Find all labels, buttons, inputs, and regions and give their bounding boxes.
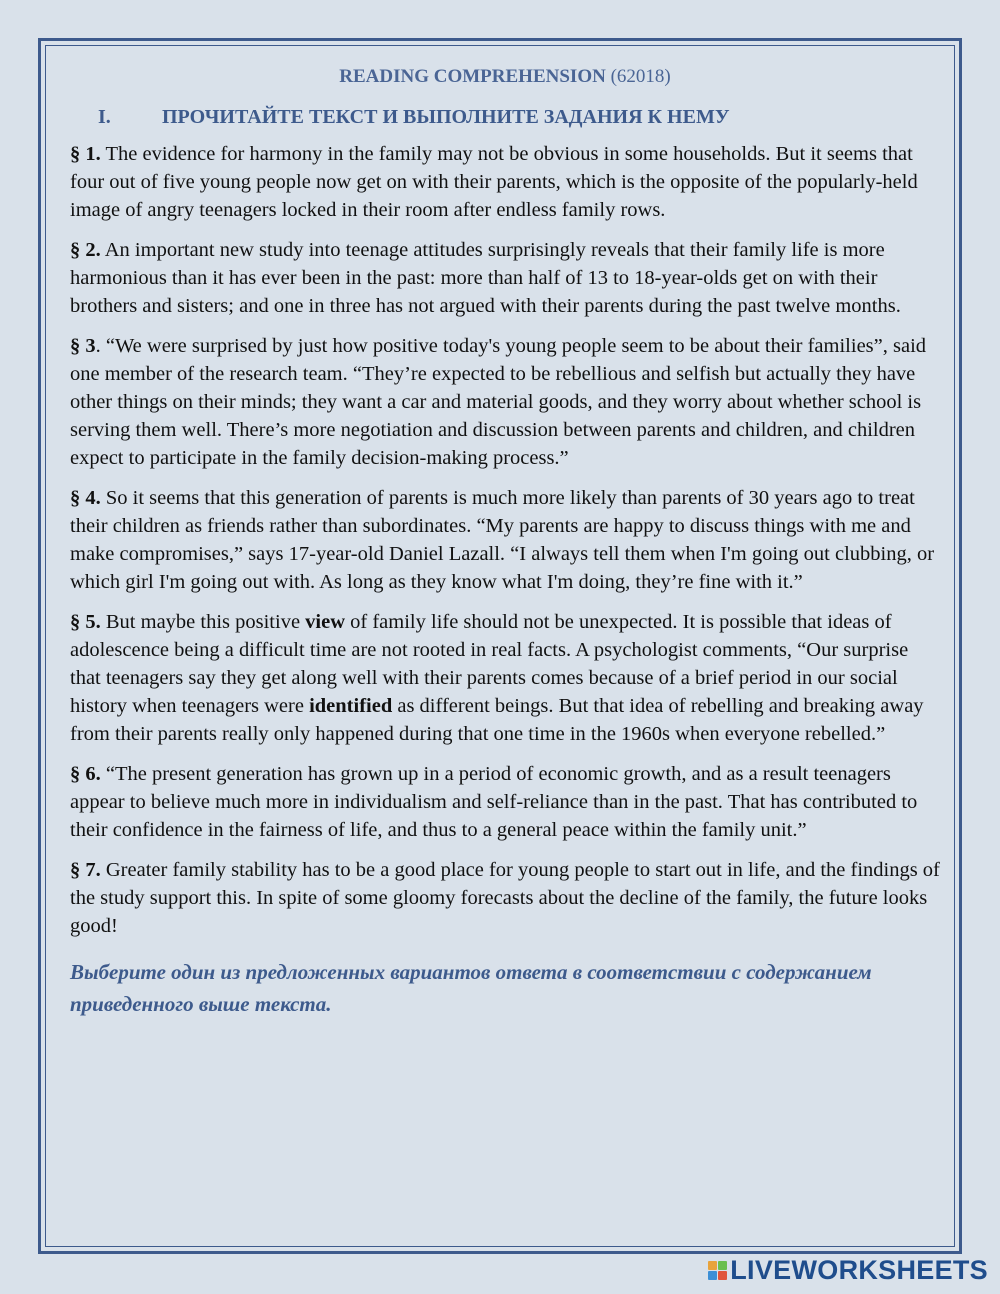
paragraph-mark: § 5. [70, 611, 101, 633]
logo-text: LIVEWORKSHEETS [730, 1255, 988, 1285]
paragraph-6 [70, 760, 940, 844]
paragraph-1 [70, 140, 940, 224]
paragraph-mark: § 1. [70, 143, 101, 165]
page-title [70, 64, 940, 90]
paragraph-text: “The present generation has grown up in a period of economic growth, and as a result teenagers appear to believe much more in individualism and self-reliance than in the past. That has contributed to their confidence in the fairness of life, and thus to a general peace within the family unit.” [70, 763, 918, 841]
paragraph-3 [70, 332, 940, 472]
paragraph-text: of family life should not be unexpected. It is possible that ideas of adolescence being a difficult time are not rooted in real facts. A psychologist comments, “Our surprise that teenagers say they get along well with their parents comes because of a brief period in our social history when teenagers were [70, 611, 909, 717]
paragraph-mark: § 7. [70, 859, 101, 881]
logo-badge-tile [708, 1261, 717, 1270]
paragraph-text: . “We were surprised by just how positive today's young people seem to be about their families”, said one member of the research team. “They’re expected to be rebellious and selfish but actually they have other things on their minds; they want a car and material goods, and they worry about whether school is serving them well. There’s more negotiation and discussion between parents and children, and children expect to participate in the family decision-making process.” [70, 335, 927, 469]
paragraph-text: So it seems that this generation of parents is much more likely than parents of 30 years ago to treat their children as friends rather than subordinates. “My parents are happy to discuss things with me and make compromises,” says 17-year-old Daniel Lazall. “I always tell them when I'm going out clubbing, or which girl I'm going out with. As long as they know what I'm doing, they’re fine with it.” [70, 487, 935, 593]
paragraph-mark: § 2. [70, 239, 101, 261]
paragraph-text: Greater family stability has to be a good place for young people to start out in life, and the findings of the study support this. In spite of some gloomy forecasts about the decline of the family, the future looks good! [70, 859, 940, 937]
section-title: ПРОЧИТАЙТЕ ТЕКСТ И ВЫПОЛНИТЕ ЗАДАНИЯ К НЕМУ [162, 106, 730, 128]
logo-badge-tile [718, 1261, 727, 1270]
paragraph-7 [70, 856, 940, 940]
paragraph-4 [70, 484, 940, 596]
page-title-code: (62018) [610, 66, 671, 87]
paragraph-mark: § 6. [70, 763, 101, 785]
logo-badge-icon [708, 1261, 727, 1280]
logo-badge-tile [718, 1271, 727, 1280]
highlighted-word-view: view [305, 611, 346, 633]
worksheet-content [70, 64, 940, 1020]
section-heading [70, 104, 940, 130]
paragraph-mark: § 3 [70, 335, 96, 357]
task-instruction: Выберите один из предложенных вариантов ответа в соответствии с содержанием приведенного выше текста. [70, 960, 872, 1016]
paragraph-mark: § 4. [70, 487, 101, 509]
page-title-text: READING COMPREHENSION [339, 66, 606, 87]
highlighted-word-identified: identified [309, 695, 393, 717]
section-number: I. [98, 106, 111, 128]
paragraph-2 [70, 236, 940, 320]
paragraph-text: An important new study into teenage attitudes surprisingly reveals that their family life is more harmonious than it has ever been in the past: more than half of 13 to 18-year-olds get on with their brothers and sisters; and one in three has not argued with their parents during the past twelve months. [70, 239, 901, 317]
logo-badge-tile [708, 1271, 717, 1280]
paragraph-5 [70, 608, 940, 748]
liveworksheets-logo[interactable] [708, 1255, 988, 1286]
paragraph-text: The evidence for harmony in the family may not be obvious in some households. But it seems that four out of five young people now get on with their parents, which is the opposite of the popularly-held image of angry teenagers locked in their room after endless family rows. [70, 143, 918, 221]
paragraph-text: But maybe this positive [100, 611, 306, 633]
paragraph-text: as different beings. But that idea of rebelling and breaking away from their parents really only happened during that one time in the 1960s when everyone rebelled.” [70, 695, 924, 745]
